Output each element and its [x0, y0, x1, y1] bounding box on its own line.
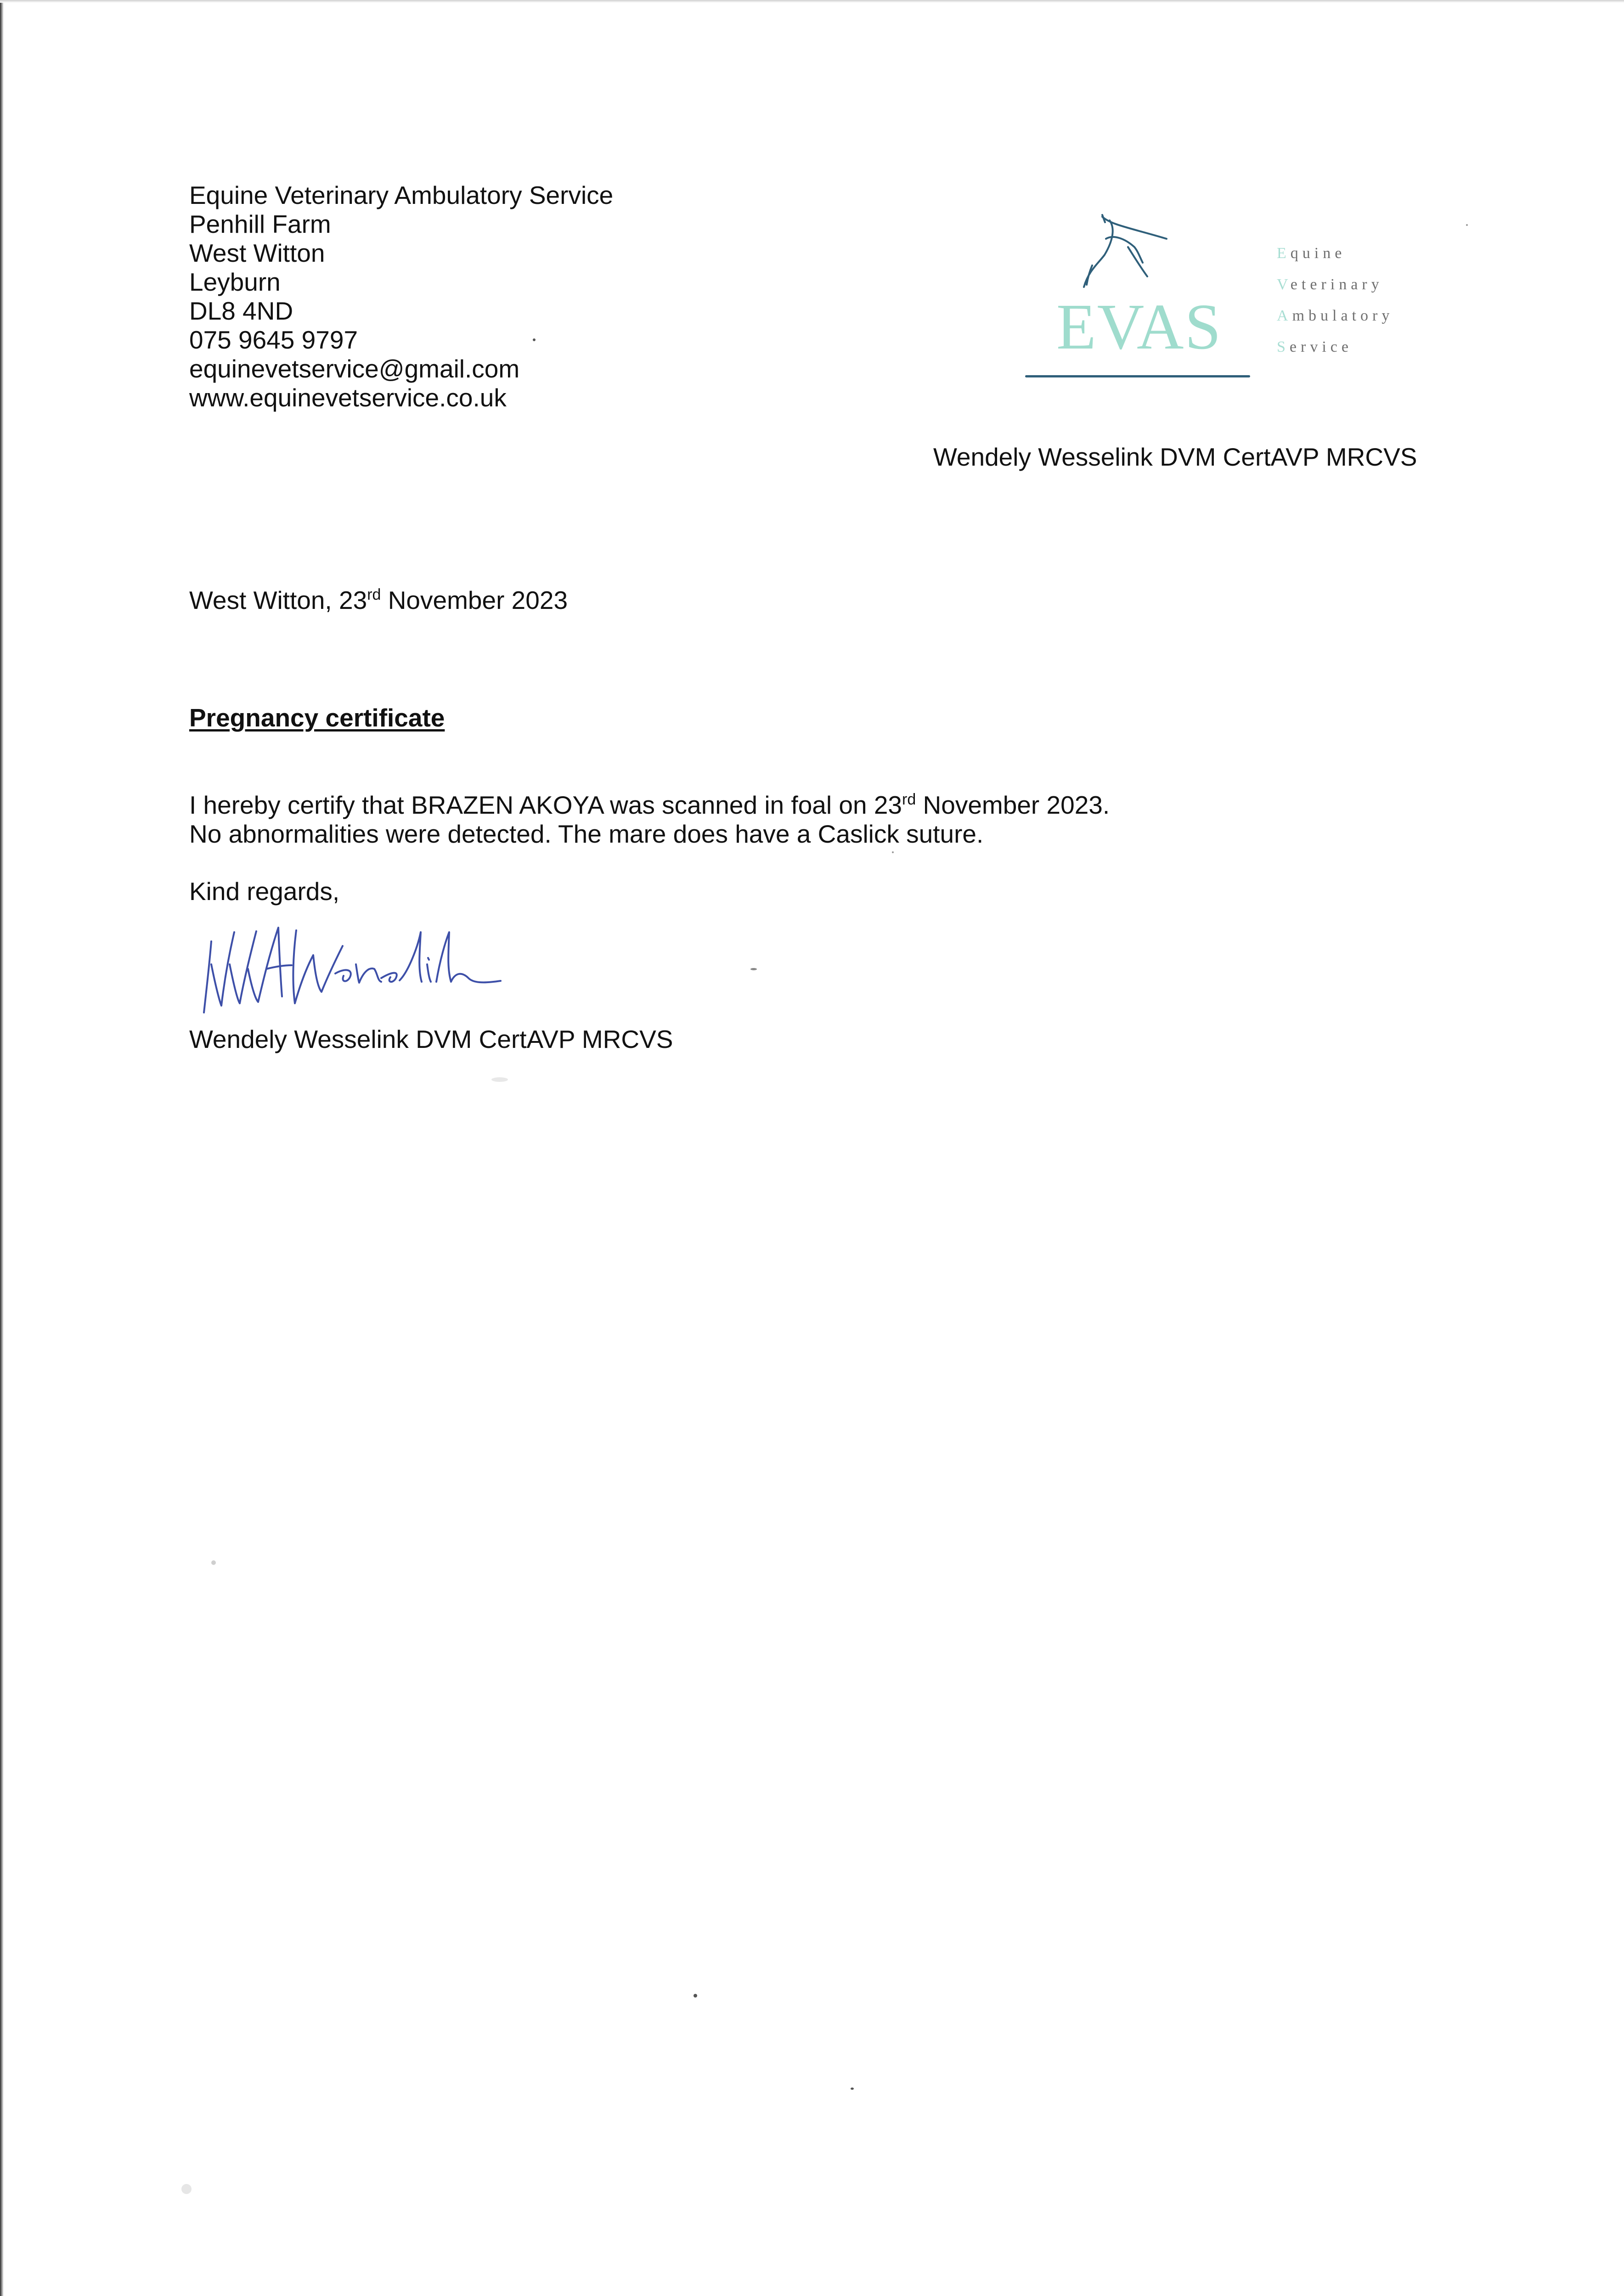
handwritten-signature — [197, 914, 547, 1019]
logo-word-service: Service — [1277, 338, 1353, 355]
page-title: Pregnancy certificate — [189, 703, 445, 732]
scan-speck — [750, 968, 757, 970]
scan-edge-top — [0, 0, 1624, 3]
sender-email: equinevetservice@gmail.com — [189, 355, 520, 383]
logo-word-ambulatory: Ambulatory — [1277, 307, 1394, 324]
letter-date: West Witton, 23rd November 2023 — [189, 586, 568, 614]
scan-speck — [491, 1077, 508, 1082]
logo-wordmark — [1277, 238, 1393, 363]
logo-abbreviation: EVAS — [1056, 290, 1222, 363]
certificate-findings: No abnormalities were detected. The mare does have a Caslick suture. — [189, 820, 984, 848]
scan-edge — [0, 0, 4, 2296]
scan-speck — [892, 851, 894, 853]
sender-address — [189, 181, 613, 412]
signatory-name: Wendely Wesselink DVM CertAVP MRCVS — [189, 1025, 673, 1053]
logo-divider — [1025, 375, 1250, 377]
scan-speck — [851, 2088, 854, 2090]
scan-speck — [694, 1994, 697, 1998]
sender-town: Leyburn — [189, 268, 281, 296]
scan-speck — [181, 2184, 192, 2194]
logo-word-veterinary: Veterinary — [1277, 276, 1383, 293]
closing-salutation: Kind regards, — [189, 877, 340, 906]
sender-village: West Witton — [189, 239, 325, 267]
header-vet-name: Wendely Wesselink DVM CertAVP MRCVS — [933, 443, 1417, 471]
logo-word-equine: Equine — [1277, 245, 1346, 262]
sender-postcode: DL8 4ND — [189, 297, 293, 325]
sender-farm: Penhill Farm — [189, 210, 331, 238]
sender-phone: 075 9645 9797 — [189, 326, 358, 354]
certificate-body — [189, 791, 1110, 849]
scan-speck — [211, 1560, 216, 1565]
certificate-statement: I hereby certify that BRAZEN AKOYA was scanned in foal on 23rd November 2023. — [189, 791, 1110, 819]
scan-speck — [533, 338, 536, 341]
scan-speck — [1466, 224, 1468, 226]
sender-website: www.equinevetservice.co.uk — [189, 383, 507, 412]
sender-practice-name: Equine Veterinary Ambulatory Service — [189, 181, 614, 209]
